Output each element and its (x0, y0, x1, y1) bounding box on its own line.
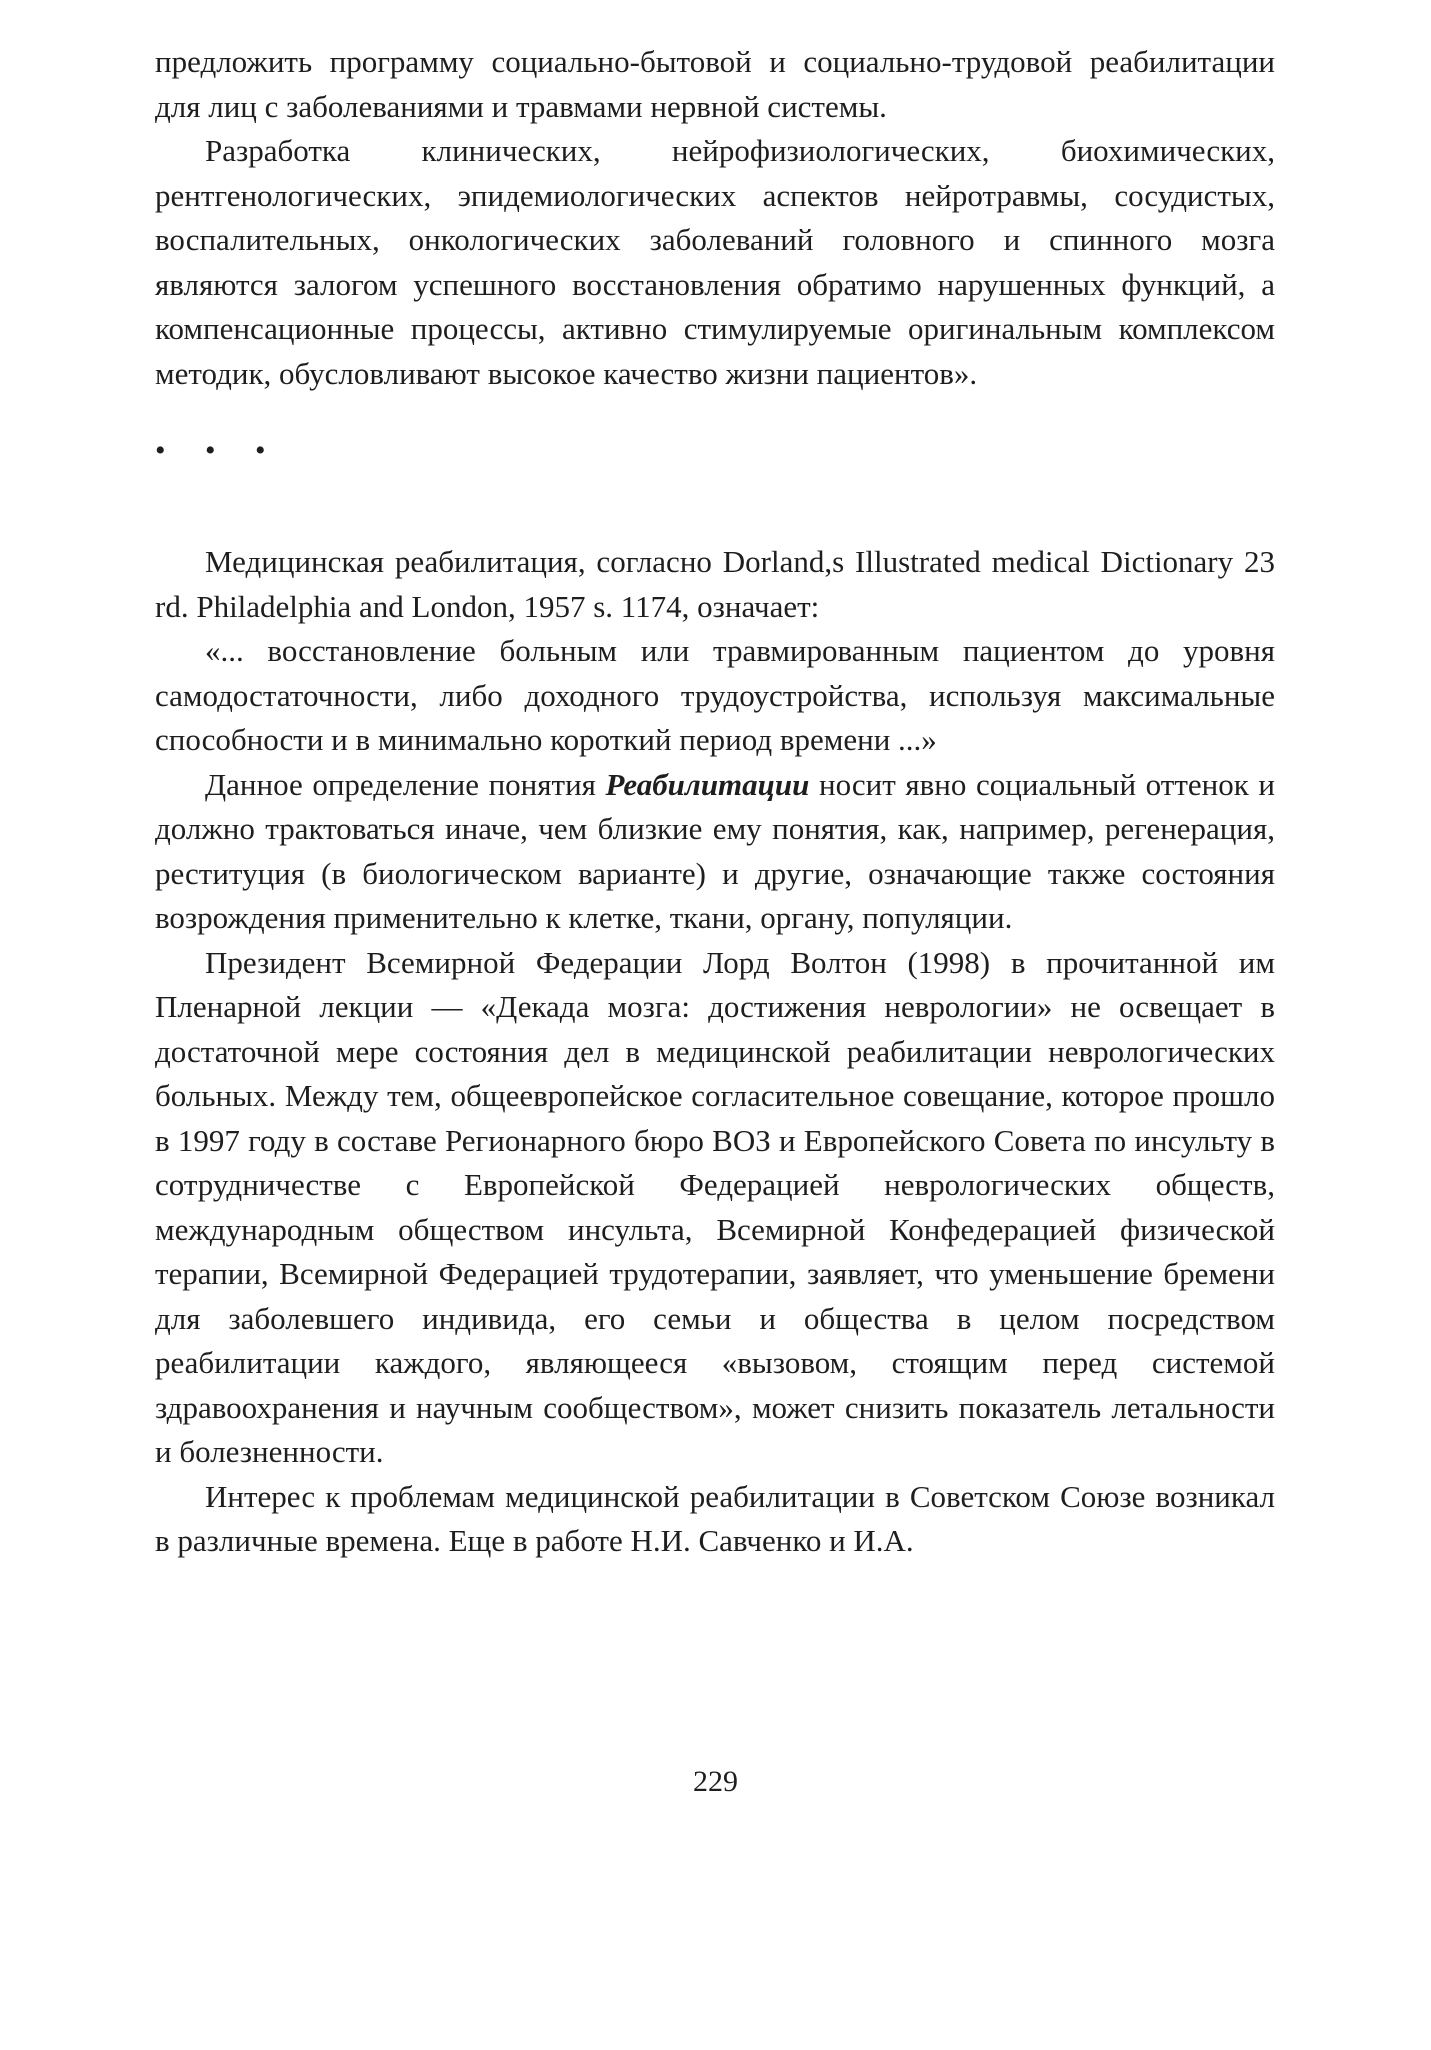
paragraph-dorland-definition: Медицинская реабилитация, согласно Dorland,s Illustrated medical Dictionary 23 rd. Philadelphia and London, 1957 s. 1174, означает: (155, 544, 1275, 624)
paragraph-text-before-term: Данное определение понятия (205, 766, 606, 802)
paragraph-lord-walton: Президент Всемирной Федерации Лорд Волтон (1998) в прочитанной им Пленарной лекции — «Декада мозга: достижения неврологии» не освещает в достаточной мере состояния дел в медицинской реабилитации неврологических больных. Между тем, общеевропейское согласительное совещание, которое прошло в 1997 году в составе Регионарного бюро ВОЗ и Европейского Совета по инсульту в сотрудничестве с Европейской Федерацией неврологических обществ, международным обществом инсульта, Всемирной Конфедерацией физической терапии, Всемирной Федерацией трудотерапии, заявляет, что уменьшение бремени для заболевшего индивида, его семьи и общества в целом посредством реабилитации каждого, являющееся «вызовом, стоящим перед системой здравоохранения и научным сообществом», может снизить показатель летальности и болезненности. (155, 944, 1275, 1469)
paragraph-continuation: предложить программу социально-бытовой и социально-трудовой реабилитации для лиц с заболеваниями и травмами нервной системы. (155, 44, 1275, 124)
term-rehabilitation: Реабилитации (605, 766, 810, 802)
paragraph-soviet-interest: Интерес к проблемам медицинской реабилитации в Советском Союзе возникал в различные времена. Еще в работе Н.И. Савченко и И.А. (155, 1478, 1275, 1558)
page-body (155, 40, 1275, 1564)
page-number: 229 (693, 1765, 738, 1798)
section-separator: • • • (155, 434, 282, 467)
paragraph-rehabilitation-term (155, 763, 1275, 941)
paragraph-text-after-term: носит явно социальный оттенок и должно трактоваться иначе, чем близкие ему понятия, как, например, регенерация, реституция (в биологическом варианте) и другие, означающие также состояния возрождения применительно к клетке, ткани, органу, популяции. (155, 766, 1275, 935)
paragraph-research-aspects: Разработка клинических, нейрофизиологических, биохимических, рентгенологических, эпидемиологических аспектов нейротравмы, сосудистых, воспалительных, онкологических заболеваний головного и спинного мозга являются залогом успешного восстановления обратимо нарушенных функций, а компенсационные процессы, активно стимулируемые оригинальным комплексом методик, обусловливают высокое качество жизни пациентов». (155, 133, 1275, 391)
paragraph-definition-quote: «... восстановление больным или травмированным пациентом до уровня самодостаточности, либо доходного трудоустройства, используя максимальные способности и в минимально короткий период времени ...» (155, 633, 1275, 757)
